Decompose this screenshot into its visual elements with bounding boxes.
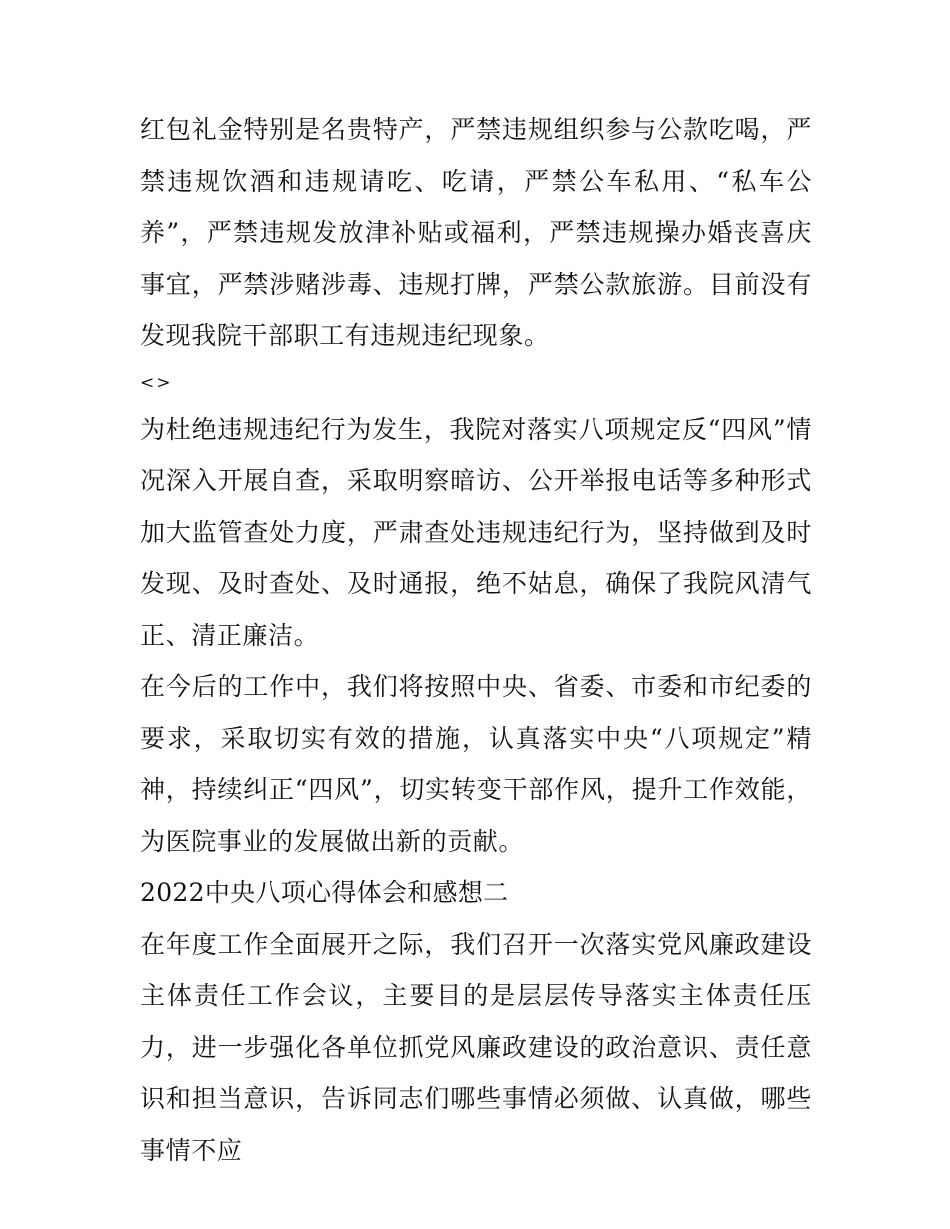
paragraph-future-work: 在今后的工作中，我们将按照中央、省委、市委和市纪委的要求，采取切实有效的措施，认真落实中央“八项规定”精神，持续纠正“四风”，切实转变干部作风，提升工作效能，为医院事业的发展做出新的贡献。 (140, 672, 812, 856)
section-heading: 2022中央八项心得体会和感想二 (140, 878, 509, 907)
paragraph-meeting: 在年度工作全面展开之际，我们召开一次落实党风廉政建设主体责任工作会议，主要目的是层层传导落实主体责任压力，进一步强化各单位抓党风廉政建设的政治意识、责任意识和担当意识，告诉同志们哪些事情必须做、认真做，哪些事情不应 (140, 929, 812, 1165)
section-marker: <> (140, 372, 173, 393)
paragraph-self-inspection: 为杜绝违规违纪行为发生，我院对落实八项规定反“四风”情况深入开展自查，采取明察暗访、公开举报电话等多种形式加大监管查处力度，严肃查处违规违纪行为，坚持做到及时发现、及时查处、及时通报，绝不姑息，确保了我院风清气正、清正廉洁。 (140, 414, 812, 650)
paragraph-prohibitions: 红包礼金特别是名贵特产，严禁违规组织参与公款吃喝，严禁违规饮酒和违规请吃、吃请，严禁公车私用、“私车公养”，严禁违规发放津补贴或福利，严禁违规操办婚丧喜庆事宜，严禁涉赌涉毒、违规打牌，严禁公款旅游。目前没有发现我院干部职工有违规违纪现象。 (140, 115, 812, 350)
document-body (140, 104, 812, 1176)
